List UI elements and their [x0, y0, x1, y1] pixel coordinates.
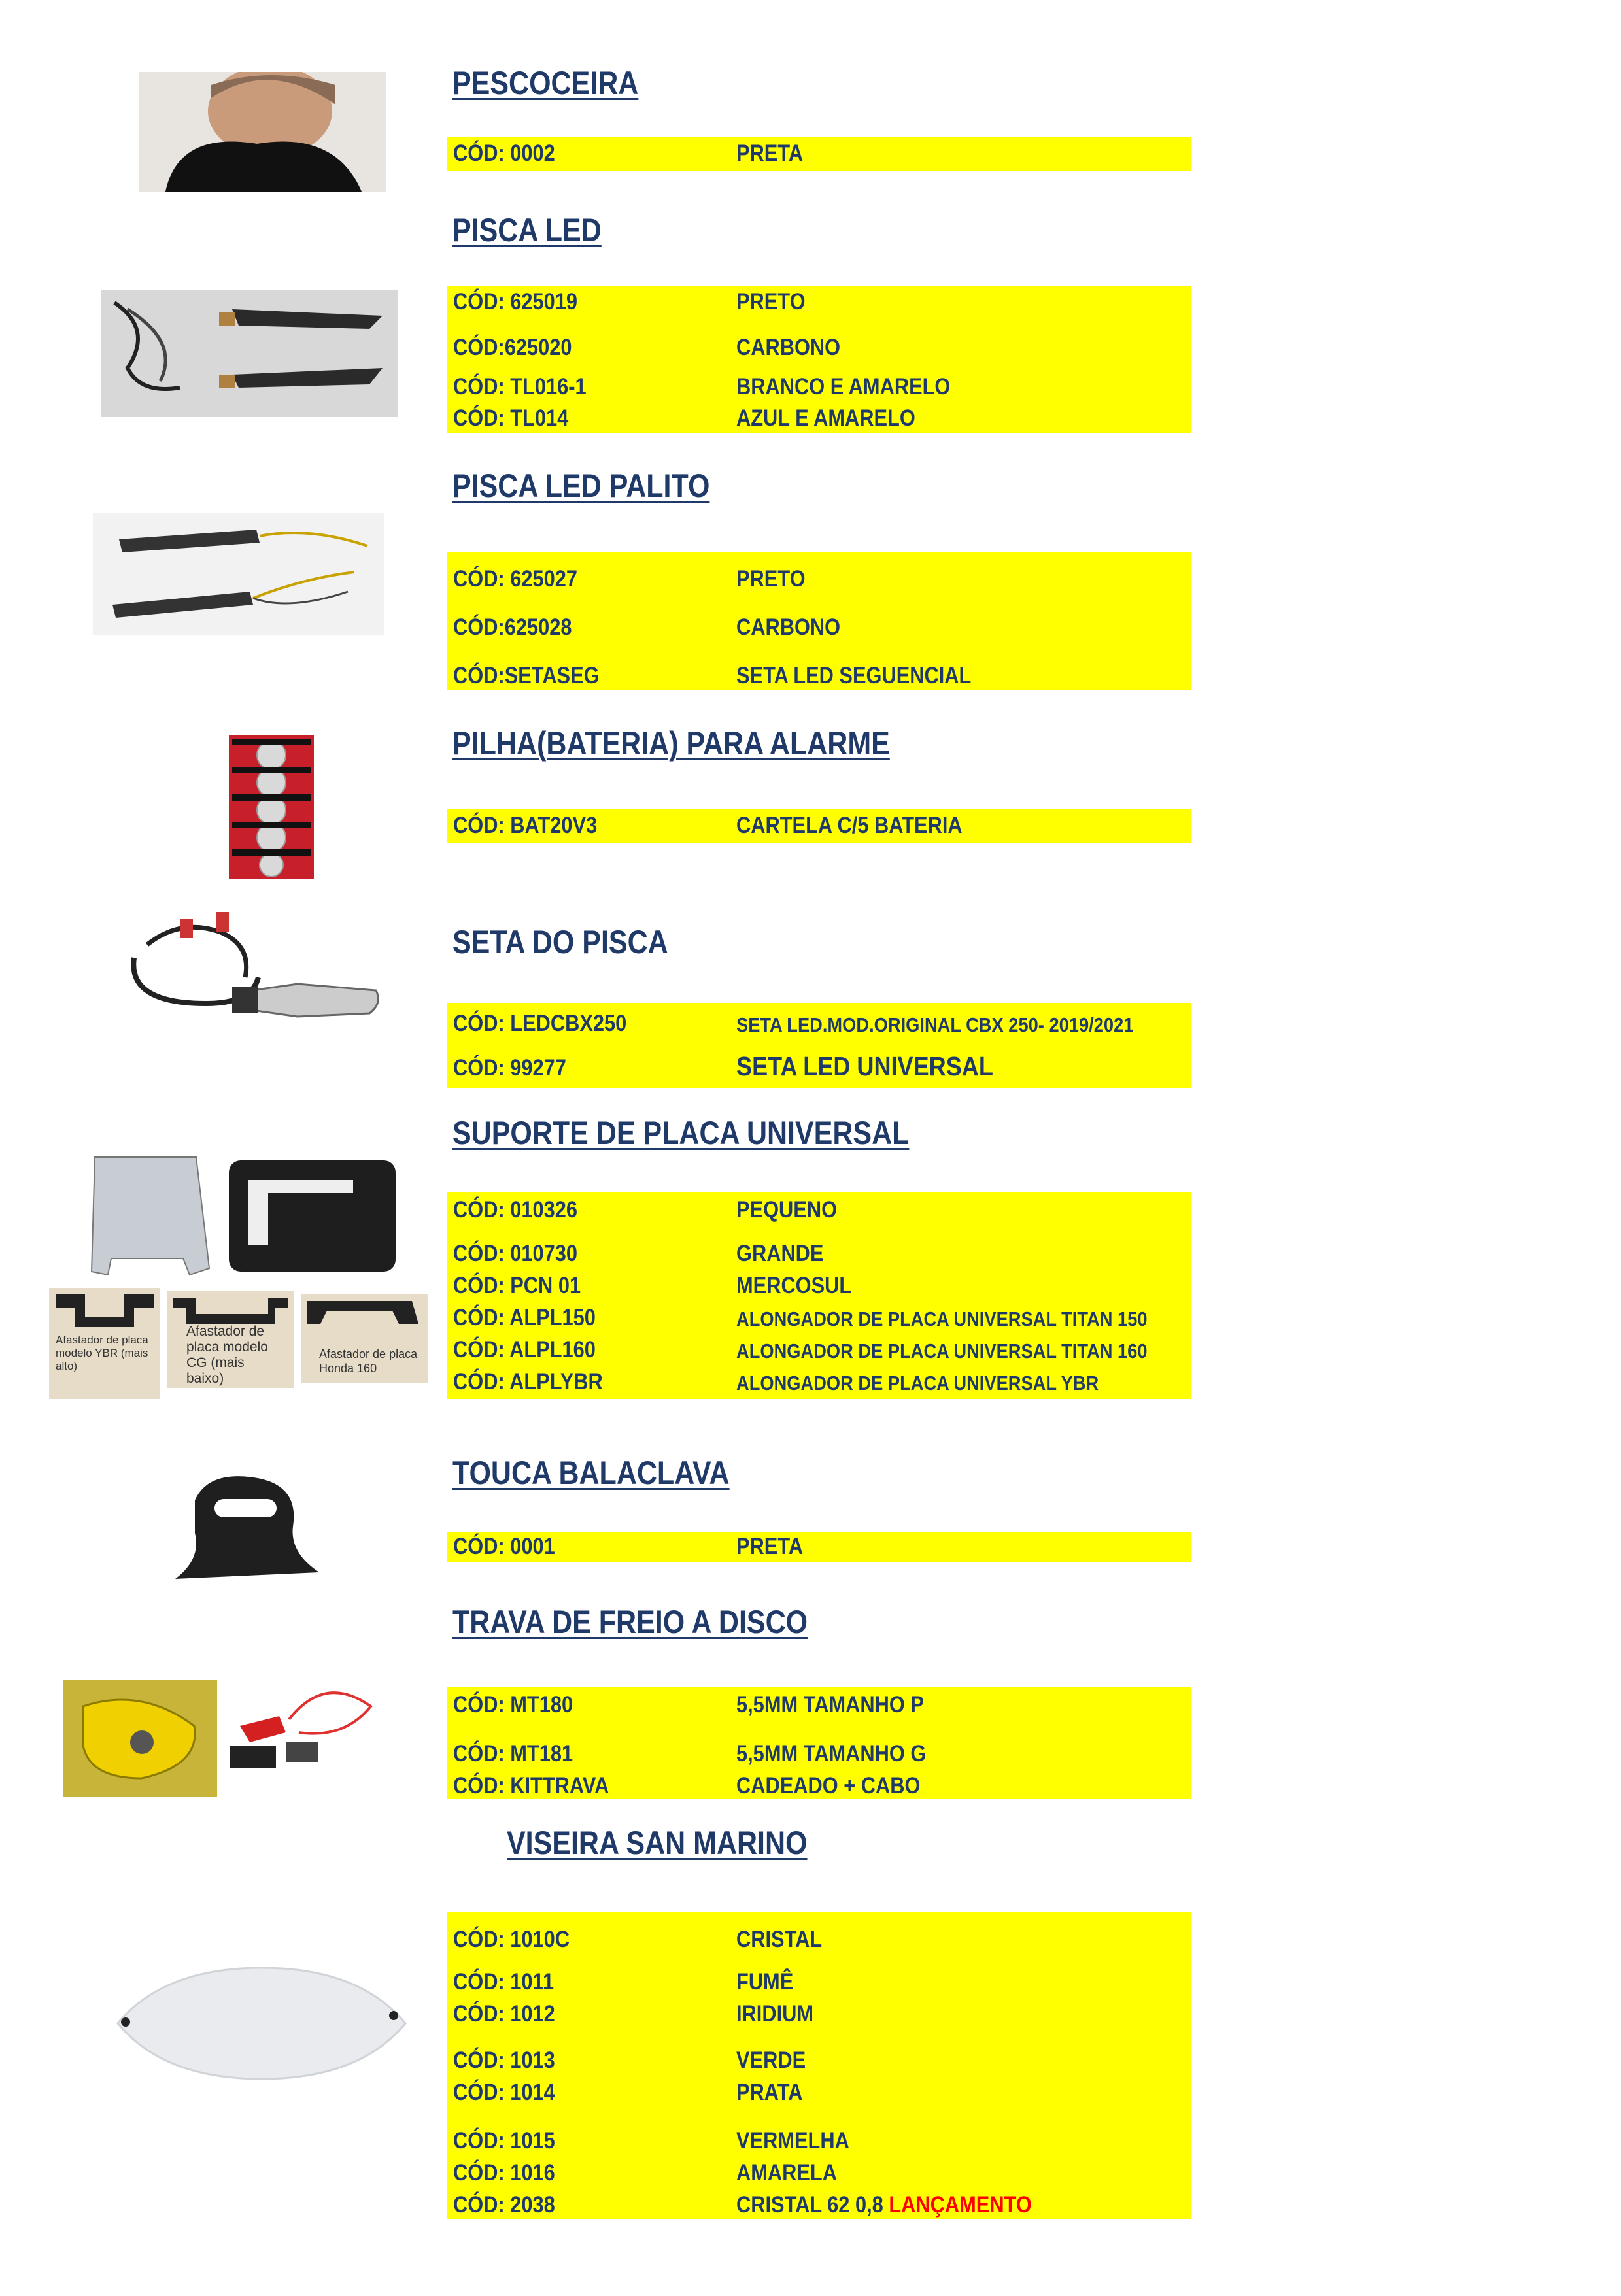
launch-highlight: LANÇAMENTO: [889, 2192, 1032, 2218]
title-touca-balaclava: TOUCA BALACLAVA: [452, 1455, 730, 1491]
title-pilha: PILHA(BATERIA) PARA ALARME: [452, 725, 890, 762]
led-blinker-icon: [101, 290, 398, 417]
code-table-pisca-led: CÓD: 625019 PRETO CÓD:625020 CARBONO CÓD: TL016-1 BRANCO E AMARELO CÓD: TL014 AZUL E AMARELO: [447, 286, 1191, 433]
title-viseira: VISEIRA SAN MARINO: [507, 1825, 808, 1861]
disc-lock-icon: [63, 1680, 390, 1797]
title-suporte-placa: SUPORTE DE PLACA UNIVERSAL: [452, 1115, 910, 1151]
row-description: CRISTAL 62 0,8: [736, 2192, 889, 2218]
code-table-pisca-led-palito: CÓD: 625027 PRETO CÓD:625028 CARBONO CÓD:SETASEG SETA LED SEGUENCIAL: [447, 552, 1191, 690]
turn-signal-icon: [121, 905, 389, 1033]
balaclava-icon: [149, 1474, 345, 1582]
photo-caption-cg: Afastador de placa modelo CG (mais baixo): [186, 1324, 268, 1386]
title-pisca-led-palito: PISCA LED PALITO: [452, 467, 710, 504]
title-pescoceira: PESCOCEIRA: [452, 65, 639, 101]
photo-caption-honda: Afastador de placa Honda 160: [319, 1347, 418, 1375]
code-table-trava-freio: CÓD: MT180 5,5MM TAMANHO P CÓD: MT181 5,5MM TAMANHO G CÓD: KITTRAVA CADEADO + CABO: [447, 1687, 1191, 1799]
stick-led-blinker-icon: [93, 513, 384, 635]
code-table-viseira: CÓD: 1010C CRISTAL CÓD: 1011 FUMÊ CÓD: 1012 IRIDIUM CÓD: 1013 VERDE CÓD: 1014 PRATA CÓD: 1015 VERMELHA CÓD: 1016 AMARELA CÓD: 2038 CRISTAL 62 0,8 LANÇAMENTO: [447, 1912, 1191, 2219]
code-table-seta-do-pisca: CÓD: LEDCBX250 SETA LED.MOD.ORIGINAL CBX 250- 2019/2021 CÓD: 99277 SETA LED UNIVERSAL: [447, 1003, 1191, 1088]
visor-icon: [111, 1965, 412, 2082]
title-pisca-led: PISCA LED: [452, 212, 602, 248]
code-table-pilha: CÓD: BAT20V3 CARTELA C/5 BATERIA: [447, 809, 1191, 843]
photo-caption-ybr: Afastador de placa modelo YBR (mais alto): [56, 1334, 148, 1372]
title-seta-do-pisca: SETA DO PISCA: [452, 924, 668, 960]
code-table-suporte-placa: CÓD: 010326 PEQUENO CÓD: 010730 GRANDE CÓD: PCN 01 MERCOSUL CÓD: ALPL150 ALONGADOR DE PLACA UNIVERSAL TITAN 150 CÓD: ALPL160 ALONGADOR DE PLACA UNIVERSAL TITAN 160 CÓD: ALPLYBR ALONGADOR DE PLACA UNIVERSAL YBR: [447, 1192, 1191, 1399]
title-trava-freio: TRAVA DE FREIO A DISCO: [452, 1604, 808, 1640]
neck-warmer-icon: [139, 72, 386, 192]
battery-card-icon: [229, 735, 314, 879]
code-table-touca-balaclava: CÓD: 0001 PRETA: [447, 1532, 1191, 1562]
code-table-pescoceira: CÓD: 0002 PRETA: [447, 137, 1191, 171]
